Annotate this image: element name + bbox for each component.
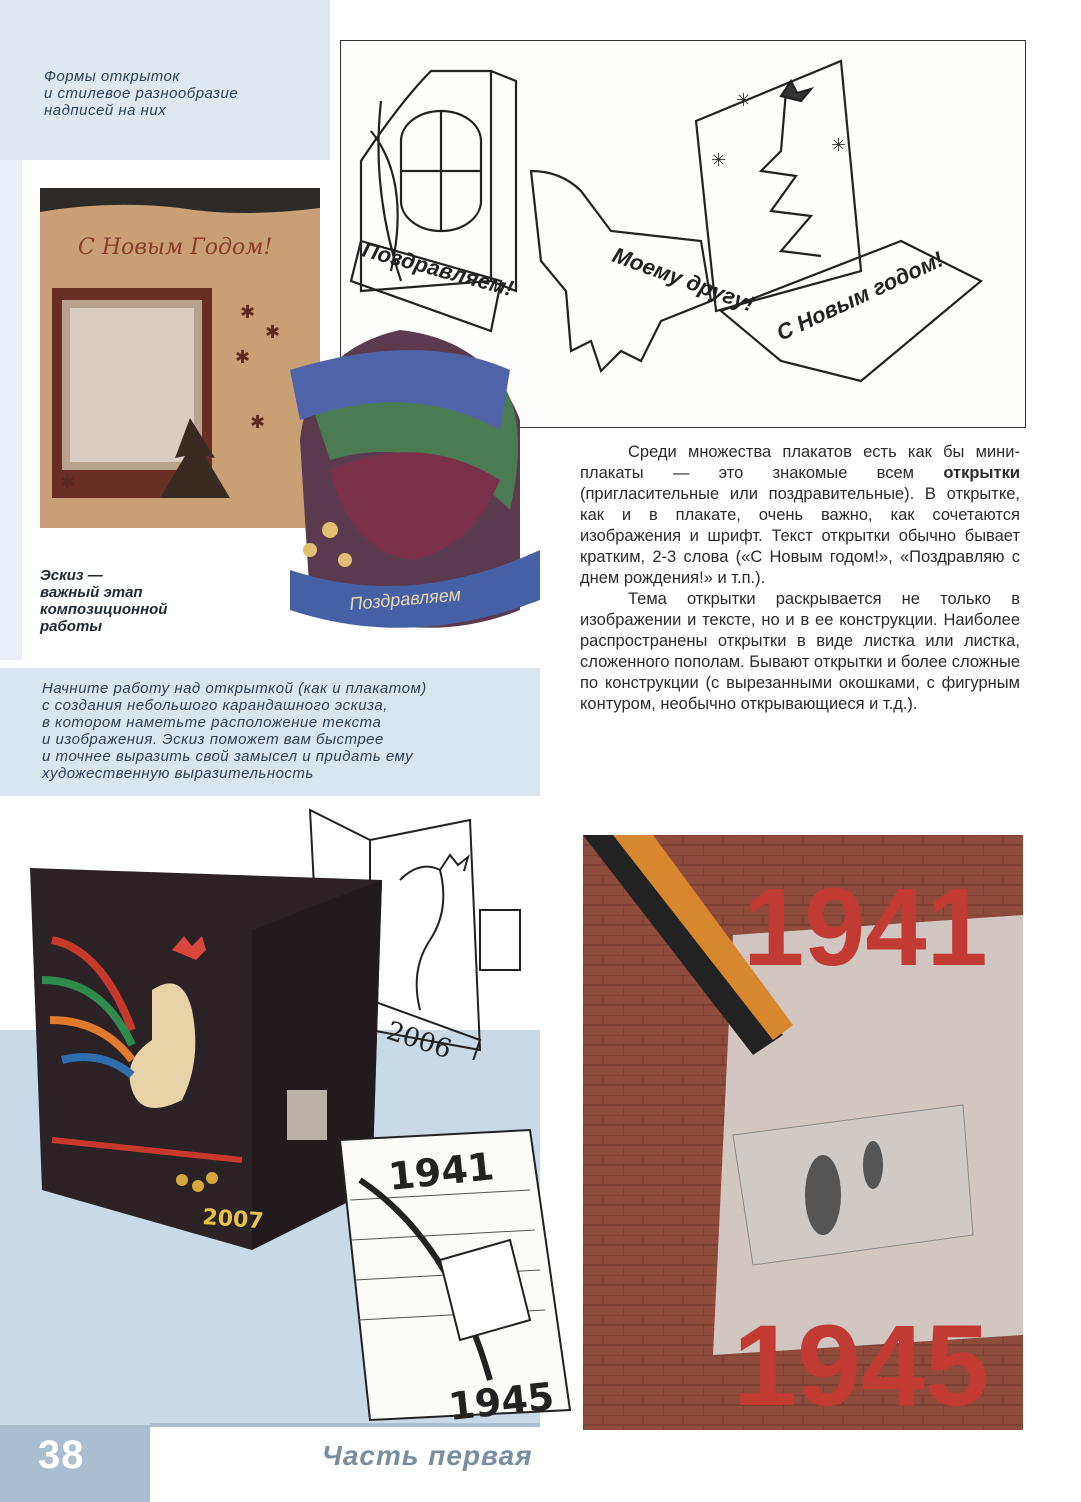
sketch-1941-year: 1941 xyxy=(386,1144,497,1199)
caption-line: и изображения. Эскиз поможет вам быстрее xyxy=(42,731,384,748)
photo-1945-year: 1945 xyxy=(733,1302,989,1430)
caption-line: в котором наметьте расположение текста xyxy=(42,714,382,731)
svg-text:✱: ✱ xyxy=(265,322,281,343)
card-rooster-year: 2007 xyxy=(201,1205,265,1235)
card-newyear-text: С Новым Годом! xyxy=(78,235,273,260)
svg-text:✳: ✳ xyxy=(831,135,847,156)
card-rooster-image xyxy=(22,860,382,1260)
caption-sketch-stage xyxy=(40,567,240,635)
caption-line: и точнее выразить свой замысел и придать ему xyxy=(42,748,414,765)
caption-line: композиционной xyxy=(40,601,168,618)
svg-text:✱: ✱ xyxy=(240,302,256,323)
part-title: Часть первая xyxy=(322,1440,533,1471)
sketch-friend-text: Моему другу! xyxy=(609,242,758,317)
sketch-1945-year: 1945 xyxy=(446,1374,557,1429)
caption-line: Эскиз — xyxy=(40,567,103,584)
sketch-greeting-text: Поздравляем! xyxy=(359,236,517,302)
svg-text:✱: ✱ xyxy=(250,412,266,433)
body-text xyxy=(580,442,1020,715)
sketch-rooster-year: 2006 xyxy=(382,1016,456,1060)
background-band-left xyxy=(0,160,22,660)
svg-text:✱: ✱ xyxy=(60,472,76,493)
photo-1941-year: 1941 xyxy=(743,866,988,989)
svg-text:✳: ✳ xyxy=(736,90,752,111)
caption-card-forms xyxy=(44,68,314,119)
caption-sketch-advice xyxy=(42,680,542,782)
sketch-newyear-text: С Новым годом! xyxy=(772,246,948,346)
caption-line: художественную выразительность xyxy=(42,765,314,782)
caption-line: Формы открыток xyxy=(44,68,180,85)
card-victory-photo-image xyxy=(583,835,1023,1430)
caption-line: с создания небольшого карандашного эскиза, xyxy=(42,697,388,714)
caption-line: и стилевое разнообразие xyxy=(44,85,239,102)
paragraph-construction: Тема открытки раскрывается не только в изображении и тексте, но и в ее конструкции. Наиболее распространены открытки в виде листка или листка, сложенного пополам. Бывают открытки и более сложные по конструкции (с вырезанными окошками, с фигурным контуром, необычно открывающиеся и т.д.). xyxy=(580,590,1020,713)
svg-text:✱: ✱ xyxy=(235,347,251,368)
page-number: 38 xyxy=(38,1433,85,1477)
caption-line: надписей на них xyxy=(44,102,167,119)
card-ribbon-text: Поздравляем xyxy=(348,584,462,614)
caption-line: Начните работу над открыткой (как и плакатом) xyxy=(42,680,427,697)
sketch-victory-card-image xyxy=(330,1120,580,1430)
paragraph-postcards: Среди множества плакатов есть как бы мини-плакаты — это знакомые всем открытки (пригласительные или поздравительные). В открытке, как и в плакате, очень важно, как сочетаются изображения и шрифт. Текст открытки обычно бывает кратким, 2-3 слова («С Новым годом!», «Поздравляю с днем рождения!» и т.п.). xyxy=(580,443,1020,587)
svg-text:✳: ✳ xyxy=(711,150,727,171)
card-ribbon-image xyxy=(270,310,555,650)
caption-line: важный этап xyxy=(40,584,143,601)
caption-line: работы xyxy=(40,618,103,635)
term-postcards: открытки xyxy=(943,464,1020,482)
